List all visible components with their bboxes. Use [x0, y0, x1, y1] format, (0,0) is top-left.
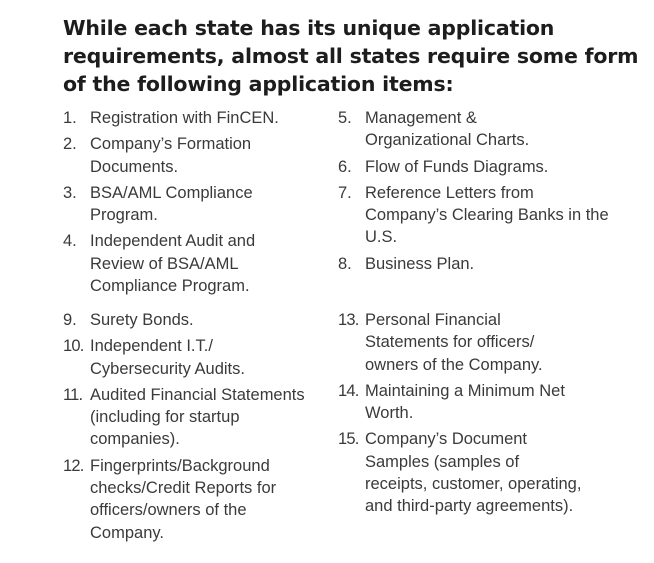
item-number: 13.	[338, 311, 359, 329]
item-text: Reference Letters from Company’s Clearing Banks in the U.S.	[365, 183, 609, 247]
list-top-left	[63, 107, 318, 301]
item-text: BSA/AML Compliance Program.	[90, 183, 253, 225]
item-number: 11.	[63, 385, 83, 404]
list-item	[63, 455, 305, 544]
list-item	[338, 182, 615, 249]
list-item	[338, 107, 555, 152]
item-text: Registration with FinCEN.	[90, 109, 279, 127]
item-number: 2.	[63, 135, 77, 154]
list-item	[63, 384, 305, 451]
item-number: 7.	[338, 183, 352, 202]
item-text: Personal Financial Statements for officers/ owners of the Company.	[365, 311, 543, 374]
item-number: 12.	[63, 456, 84, 475]
item-number: 5.	[338, 109, 352, 127]
list-top-right	[338, 107, 608, 279]
list-item	[63, 182, 285, 227]
list-item	[63, 309, 308, 331]
item-text: Fingerprints/Background checks/Credit Reports for officers/owners of the Company.	[90, 456, 277, 542]
item-number: 10.	[63, 337, 84, 356]
list-item	[338, 309, 575, 376]
item-number: 4.	[63, 232, 77, 251]
item-number: 14.	[338, 381, 359, 400]
item-text: Surety Bonds.	[90, 311, 194, 329]
item-number: 6.	[338, 157, 352, 176]
item-number: 15.	[338, 430, 359, 449]
list-item	[338, 428, 585, 517]
list-item	[63, 133, 270, 178]
item-text: Audited Financial Statements (including for startup companies).	[90, 385, 305, 449]
item-text: Maintaining a Minimum Net Worth.	[365, 381, 565, 423]
list-item	[63, 230, 280, 297]
item-text: Flow of Funds Diagrams.	[365, 157, 549, 176]
item-number: 1.	[63, 109, 77, 127]
item-text: Business Plan.	[365, 254, 475, 273]
heading: While each state has its unique application requirements, almost all states require some form of the following application items:	[63, 16, 639, 96]
item-text: Independent Audit and Review of BSA/AML Compliance Program.	[90, 232, 256, 296]
item-text: Independent I.T./ Cybersecurity Audits.	[90, 337, 245, 378]
item-number: 9.	[63, 311, 77, 329]
item-text: Company’s Document Samples (samples of receipts, customer, operating, and third-party agreements).	[365, 430, 582, 516]
list-bottom-left	[63, 309, 308, 548]
item-number: 3.	[63, 183, 77, 202]
list-bottom-right	[338, 309, 608, 522]
item-text: Company’s Formation Documents.	[90, 135, 252, 176]
list-item	[338, 253, 608, 275]
item-text: Management & Organizational Charts.	[365, 109, 530, 150]
list-item	[338, 156, 608, 178]
list-item	[63, 107, 318, 129]
list-item	[63, 335, 268, 380]
list-item	[338, 380, 600, 425]
item-number: 8.	[338, 254, 352, 273]
